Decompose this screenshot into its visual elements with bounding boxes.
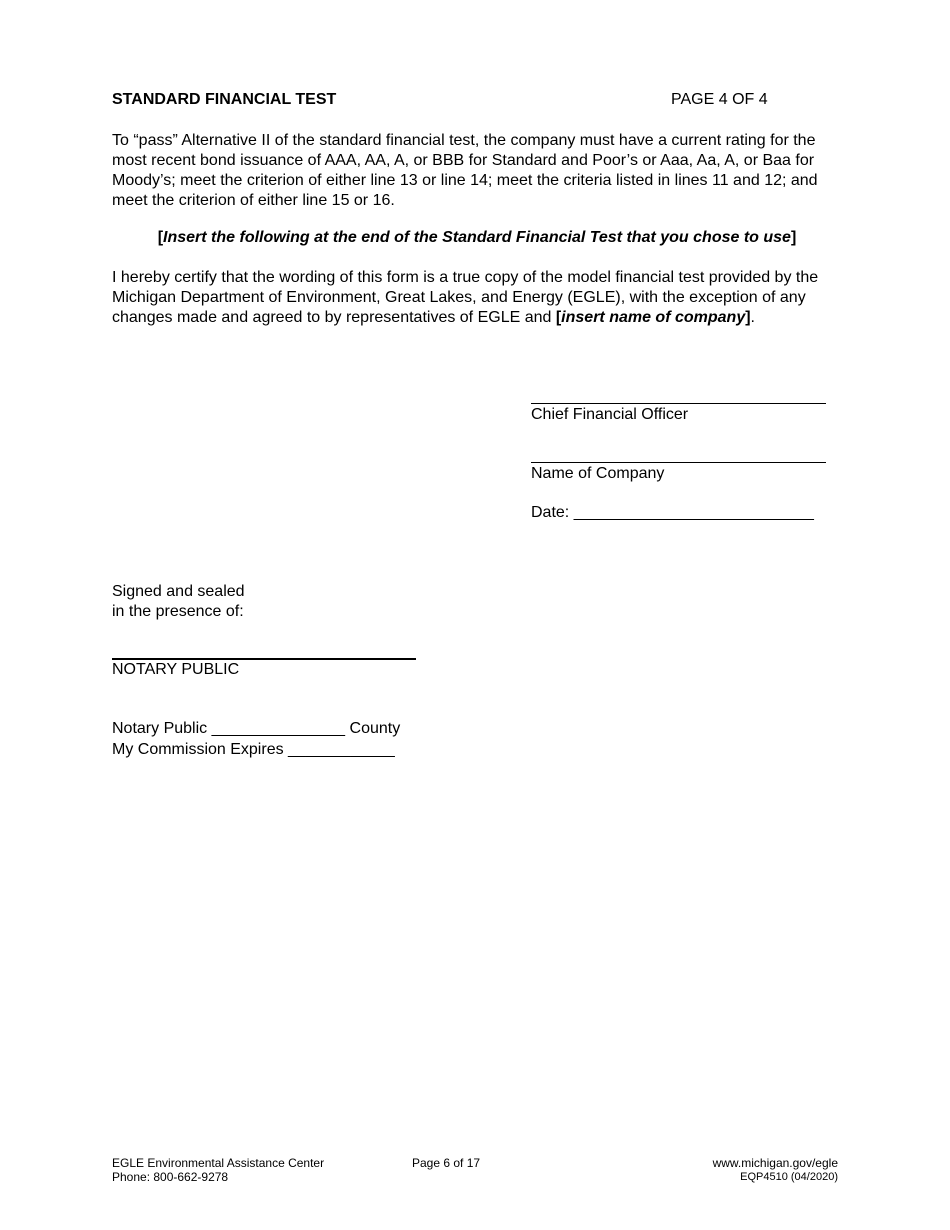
footer-center-name: EGLE Environmental Assistance Center bbox=[112, 1156, 325, 1170]
footer-phone: Phone: 800-662-9278 bbox=[112, 1170, 229, 1184]
company-name-line[interactable] bbox=[531, 462, 826, 463]
signed-sealed-line1: Signed and sealed bbox=[112, 583, 245, 600]
cfo-label: Chief Financial Officer bbox=[531, 406, 689, 423]
insertion-instruction bbox=[112, 229, 842, 247]
instruction-open-bracket: [ bbox=[157, 229, 164, 246]
instruction-text: Insert the following at the end of the Standard Financial Test that you chose to use bbox=[163, 229, 791, 246]
certification-end: . bbox=[750, 309, 755, 326]
document-title: STANDARD FINANCIAL TEST bbox=[112, 91, 337, 108]
cfo-signature-line[interactable] bbox=[531, 403, 826, 404]
commission-expires-line[interactable]: My Commission Expires ____________ bbox=[112, 741, 395, 758]
certification-text: I hereby certify that the wording of this form is a true copy of the model financial test provided by the Michigan Department of Environment, Great Lakes, and Energy (EGLE), with the exception of any changes made and agreed to by representatives of EGLE and bbox=[112, 269, 819, 326]
date-field[interactable]: Date: ___________________________ bbox=[531, 504, 814, 521]
footer-form-code: EQP4510 (04/2020) bbox=[740, 1171, 838, 1183]
page-indicator: PAGE 4 OF 4 bbox=[671, 91, 768, 108]
notary-county-line[interactable]: Notary Public _______________ County bbox=[112, 720, 401, 737]
notary-signature-line[interactable] bbox=[112, 658, 416, 660]
footer-right bbox=[713, 1156, 838, 1184]
signed-sealed-line2: in the presence of: bbox=[112, 603, 244, 620]
certification-open-bracket: [ bbox=[555, 309, 562, 326]
certification-insert: insert name of company bbox=[561, 309, 746, 326]
footer-page-number: Page 6 of 17 bbox=[412, 1156, 481, 1170]
notary-public-label: NOTARY PUBLIC bbox=[112, 661, 240, 678]
instruction-close-bracket: ] bbox=[790, 229, 797, 246]
footer-website: www.michigan.gov/egle bbox=[712, 1156, 838, 1170]
certification-paragraph bbox=[112, 268, 842, 328]
certification-close-bracket: ] bbox=[745, 309, 751, 326]
company-label: Name of Company bbox=[531, 465, 665, 482]
footer-left bbox=[112, 1156, 324, 1184]
alternative-ii-paragraph: To “pass” Alternative II of the standard financial test, the company must have a current rating for the most recent bond issuance of AAA, AA, A, or BBB for Standard and Poor’s or Aaa, Aa, A, or Baa for Moody’s; meet the criterion of either line 13 or line 14; meet the criteria listed in lines 11 and 12; and meet the criterion of either line 15 or 16. bbox=[112, 132, 818, 209]
